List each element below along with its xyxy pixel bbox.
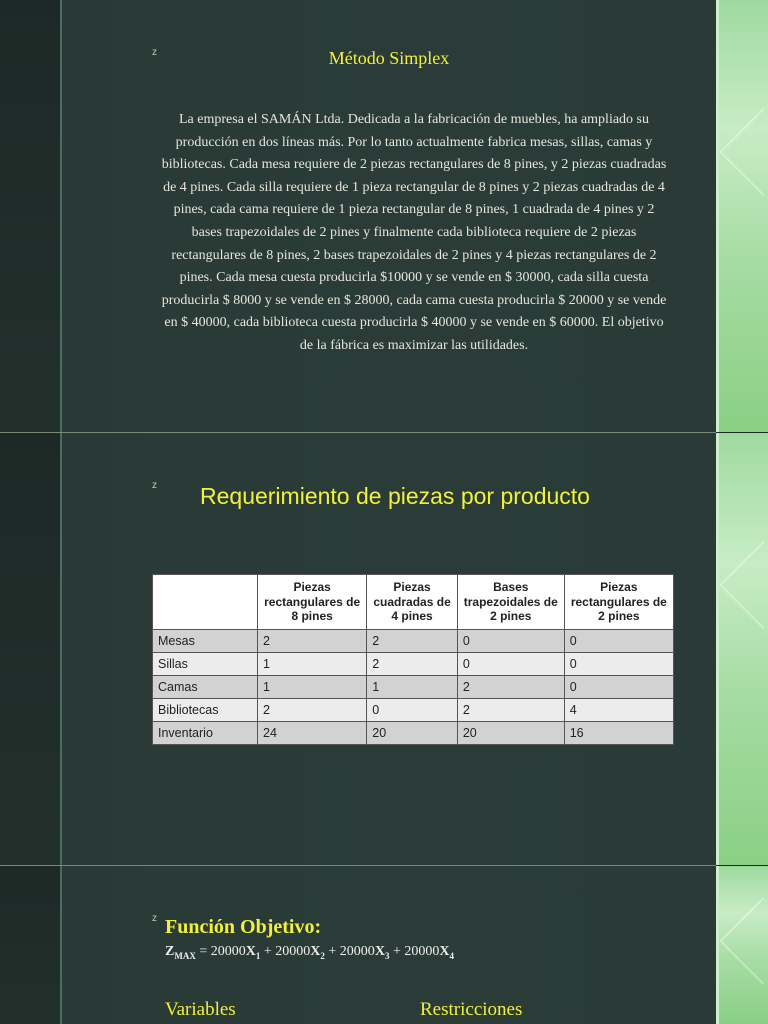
table-header-cell: Bases trapezoidales de 2 pines xyxy=(457,575,564,630)
objective-title: Función Objetivo: xyxy=(165,916,322,938)
slide-requerimiento xyxy=(0,433,768,865)
eq-sub: 4 xyxy=(449,950,454,961)
table-header-cell: Piezas cuadradas de 4 pines xyxy=(367,575,458,630)
decorative-strip xyxy=(716,433,768,865)
vertical-rule xyxy=(60,433,62,865)
slide-title: Método Simplex xyxy=(328,48,450,68)
table-cell: 2 xyxy=(457,676,564,699)
eq-var: X xyxy=(245,944,256,959)
eq-sub: 3 xyxy=(384,950,390,961)
table-cell: 0 xyxy=(367,699,458,722)
decorative-strip xyxy=(716,0,768,432)
eq-var: X xyxy=(310,944,321,959)
table-cell: 16 xyxy=(564,722,673,745)
table-cell: Camas xyxy=(153,676,258,699)
eq-var: X xyxy=(439,944,450,959)
table-header-row xyxy=(153,575,674,630)
eq-z: Z xyxy=(165,944,175,959)
table-cell: 1 xyxy=(258,653,367,676)
table-cell: Bibliotecas xyxy=(153,699,258,722)
table-cell: 24 xyxy=(258,722,367,745)
slide-funcion-objetivo xyxy=(0,866,768,1024)
table-cell: 2 xyxy=(258,630,367,653)
problem-paragraph: La empresa el SAMÁN Ltda. Dedicada a la fabricación de muebles, ha ampliado su producción en dos líneas más. Por lo tanto actualmente fabrica mesas, sillas, camas y bibliotecas. Cada mesa requiere de 2 piezas rectangulares de 8 pines, y 2 piezas cuadradas de 4 pines. Cada silla requiere de 1 pieza rectangular de 8 pines y 2 piezas cuadradas de 4 pines, cada cama requiere de 1 pieza rectangular de 8 pines, 1 cuadrada de 4 pines y 2 bases trapezoidales de 2 pines y finalmente cada biblioteca requiere de 2 piezas rectangulares de 8 pines, 2 bases trapezoidales de 2 pines y 4 piezas rectangulares de 2 pines. Cada mesa cuesta producirla $10000 y se vende en $ 30000, cada silla cuesta producirla $ 8000 y se vende en $ 28000, cada cama cuesta producirla $ 20000 y se vende en $ 40000, cada biblioteca cuesta producirla $ 40000 y se vende en $ 60000. El objetivo de la fábrica es maximizar las utilidades. xyxy=(161,112,667,353)
eq-term: = 20000 xyxy=(195,944,246,959)
table-cell: 2 xyxy=(258,699,367,722)
table-cell: 2 xyxy=(457,699,564,722)
slide-marker: z xyxy=(152,47,157,58)
eq-term: + 20000 xyxy=(389,944,440,959)
table-cell: 1 xyxy=(367,676,458,699)
table-cell: 0 xyxy=(564,630,673,653)
table-row xyxy=(153,676,674,699)
table-cell: 20 xyxy=(457,722,564,745)
table-cell: Inventario xyxy=(153,722,258,745)
eq-var: X xyxy=(374,944,385,959)
table-cell: 0 xyxy=(457,630,564,653)
eq-max: MAX xyxy=(174,950,196,961)
table-row xyxy=(153,653,674,676)
table-row xyxy=(153,722,674,745)
table-cell: 0 xyxy=(564,653,673,676)
table-header-cell xyxy=(153,575,258,630)
table-cell: Sillas xyxy=(153,653,258,676)
objective-equation xyxy=(165,944,454,961)
requirements-table xyxy=(152,574,674,745)
eq-sub: 2 xyxy=(320,950,325,961)
eq-term: + 20000 xyxy=(324,944,375,959)
eq-sub: 1 xyxy=(255,950,261,961)
table-cell: 0 xyxy=(457,653,564,676)
restricciones-label: Restricciones xyxy=(420,999,523,1020)
table-cell: 1 xyxy=(258,676,367,699)
slide-marker: z xyxy=(152,480,157,491)
table-cell: 2 xyxy=(367,630,458,653)
eq-term: + 20000 xyxy=(260,944,311,959)
table-cell: 0 xyxy=(564,676,673,699)
decorative-strip xyxy=(716,866,768,1024)
table-cell: 20 xyxy=(367,722,458,745)
table-cell: 2 xyxy=(367,653,458,676)
variables-label: Variables xyxy=(165,999,236,1020)
table-cell: 4 xyxy=(564,699,673,722)
slide-metodo-simplex xyxy=(0,0,768,432)
table-row xyxy=(153,699,674,722)
slide-title: Requerimiento de piezas por producto xyxy=(200,483,590,509)
vertical-rule xyxy=(60,866,62,1024)
table-row xyxy=(153,630,674,653)
table-header-cell: Piezas rectangulares de 8 pines xyxy=(258,575,367,630)
slide-marker: z xyxy=(152,913,157,924)
table-header-cell: Piezas rectangulares de 2 pines xyxy=(564,575,673,630)
table-cell: Mesas xyxy=(153,630,258,653)
